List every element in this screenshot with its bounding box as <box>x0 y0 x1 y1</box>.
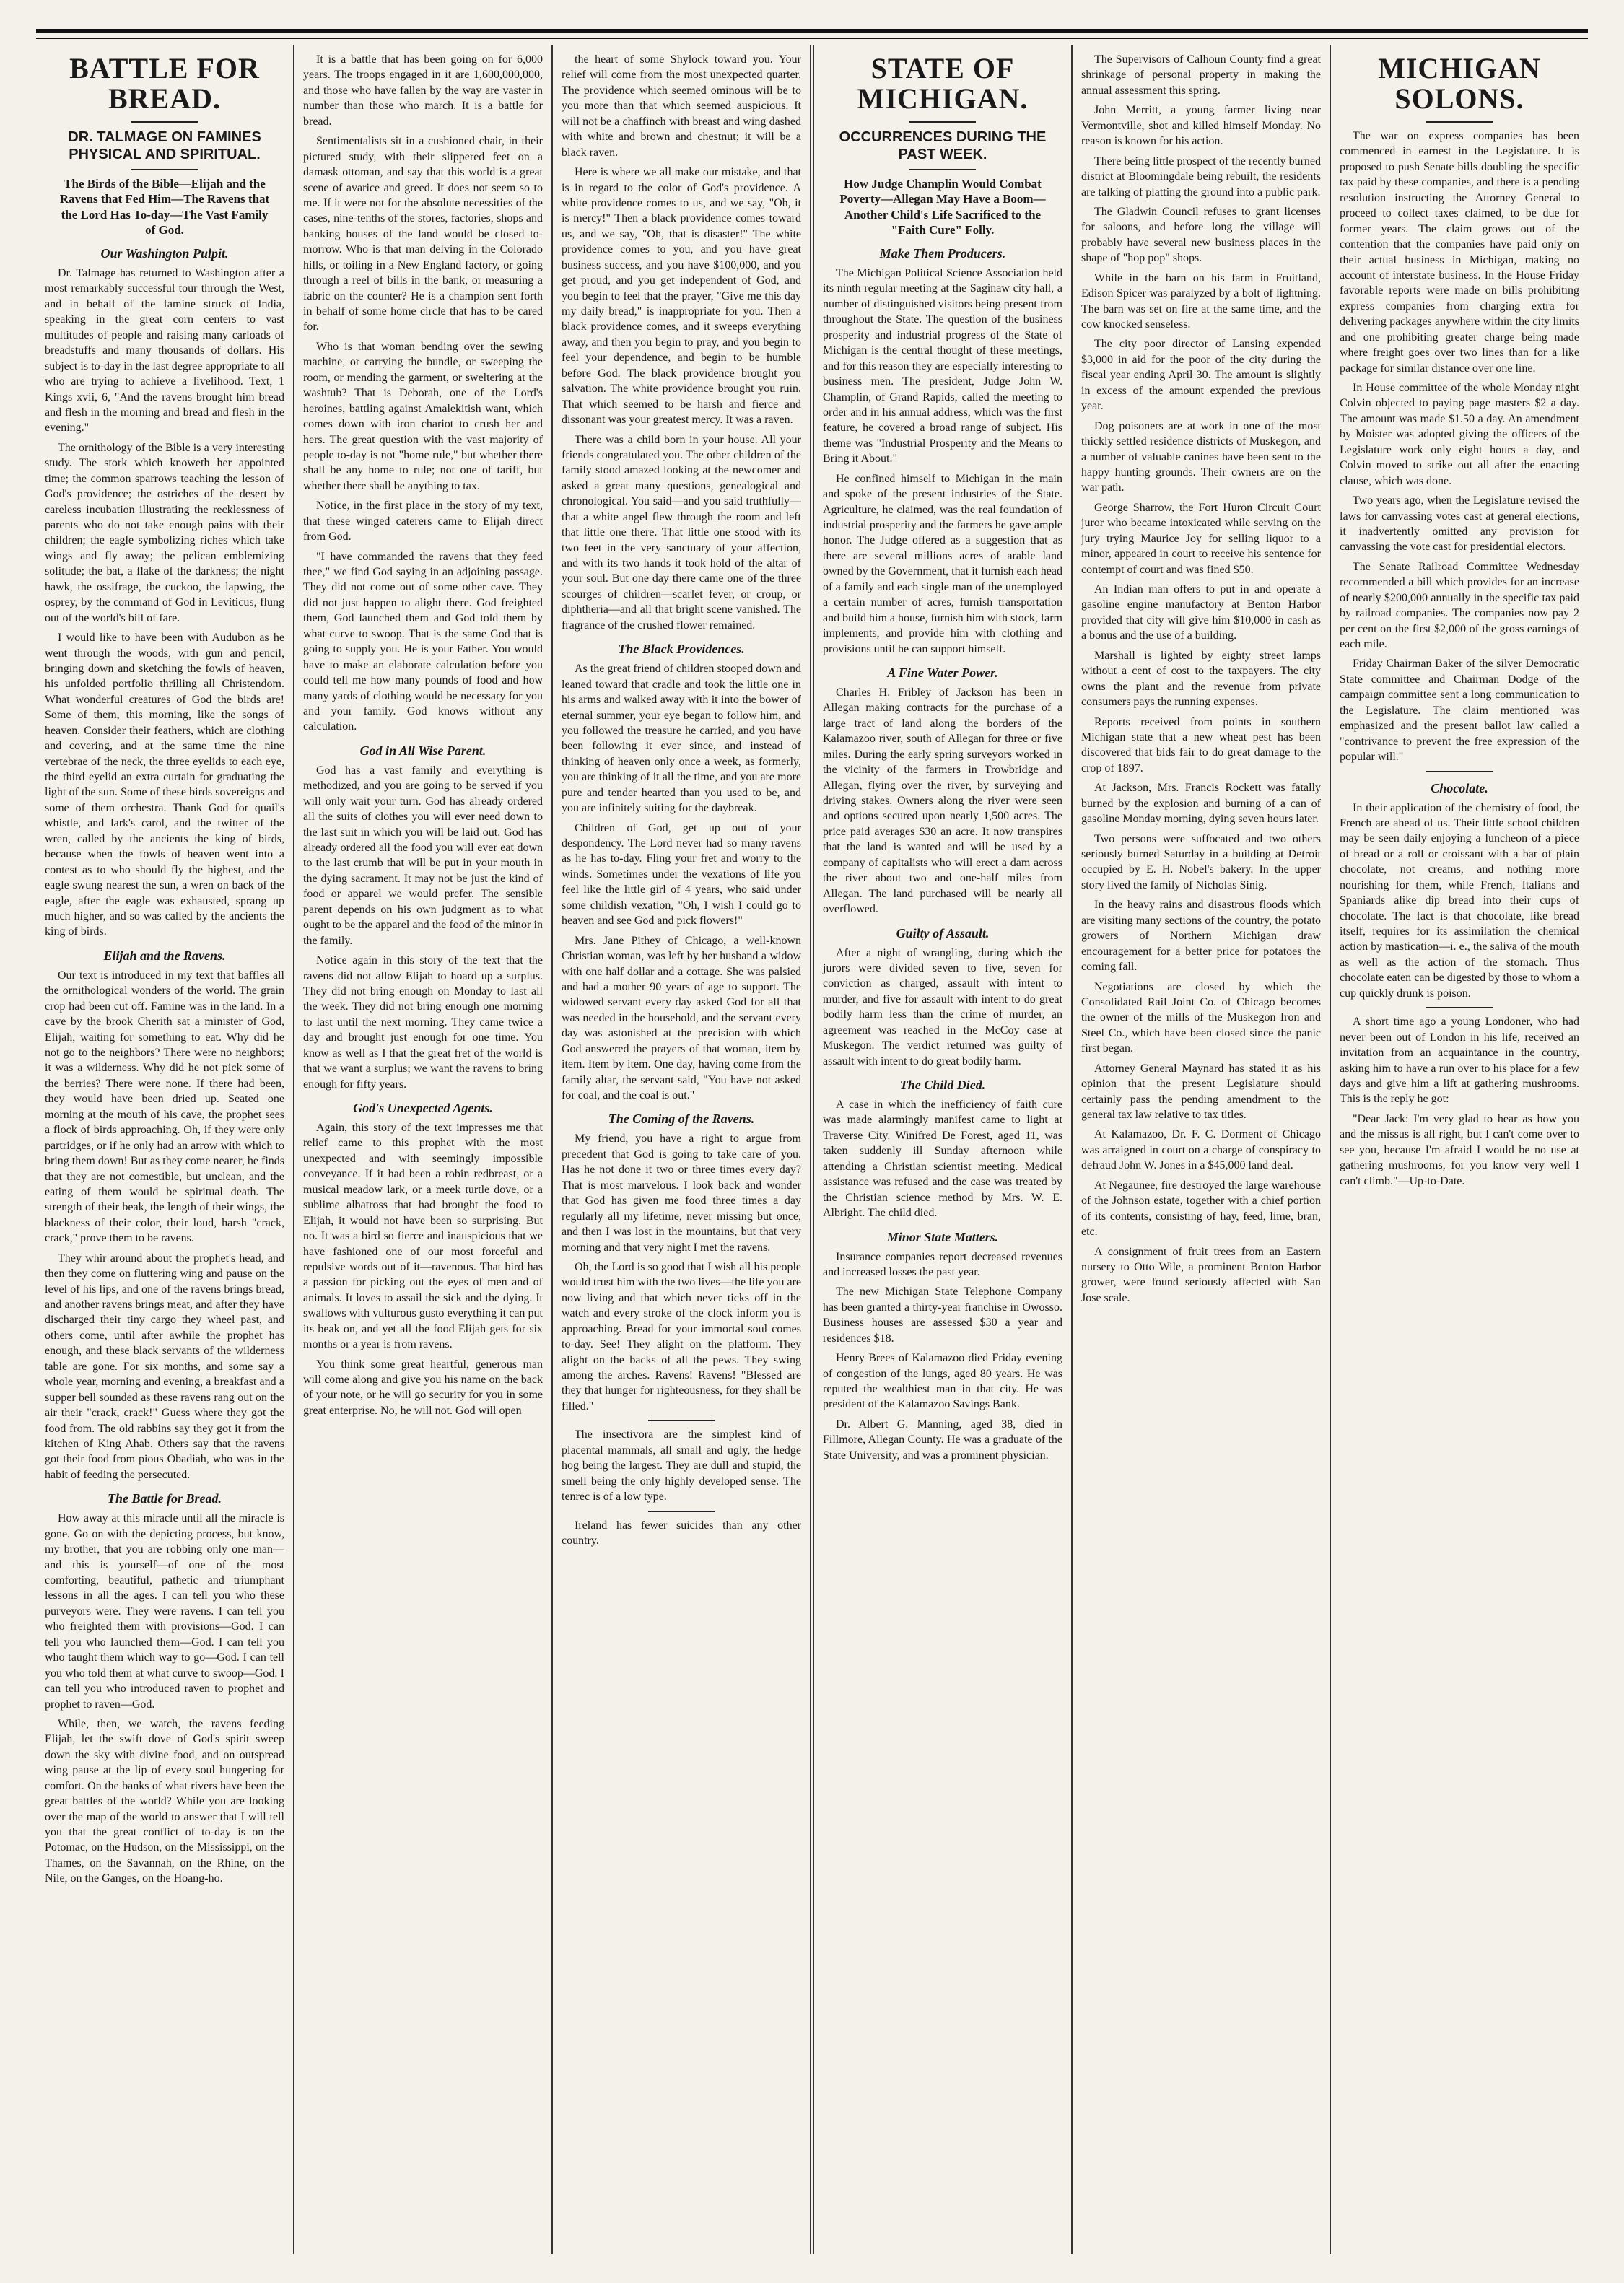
column-3 <box>553 45 814 2254</box>
divider <box>648 1420 715 1421</box>
column-1 <box>36 45 294 2254</box>
dek: DR. TALMAGE ON FAMINES PHYSICAL AND SPIRITUAL. <box>68 129 261 162</box>
divider <box>648 1511 715 1512</box>
paragraph: At Negaunee, fire destroyed the large warehouse of the Johnson estate, together with a chief portion of its contents, consisting of hay, feed, lime, bran, etc. <box>1081 1179 1321 1239</box>
paragraph: Notice again in this story of the text that the ravens did not allow Elijah to hoard up a surplus. They did not bring enough on Monday to last all the week. They did not bring enough one morning to last until the next morning. They came twice a day and brought just enough for one time. You know as well as I that the great fret of the world is that we want a surplus; we want the ravens to bring enough for fifty years. <box>303 954 543 1091</box>
paragraph: The Supervisors of Calhoun County find a great shrinkage of personal property in making the annual assessment this spring. <box>1081 53 1321 97</box>
subhead: Elijah and the Ravens. <box>103 948 226 963</box>
paragraph: Reports received from points in southern Michigan state that a new wheat pest has been discovered that bids fair to do great damage to the crop of 1897. <box>1081 715 1321 774</box>
subhead: Chocolate. <box>1431 780 1488 795</box>
subhead: The Black Providences. <box>618 642 745 657</box>
column-2 <box>294 45 553 2254</box>
paragraph: As the great friend of children stooped down and leaned toward that cradle and took the little one in his arms and walked away with it into the bower of eternal summer, your eye began to follow him, and you followed the treasure he carried, and you have been following it ever since, and instead of thinking of heaven only once a week, as formerly, you are thinking of it all the time, and you are more pure and tender hearted than you used to be, and you are infinitely suiting for the daybreak. <box>562 663 801 815</box>
paragraph: At Kalamazoo, Dr. F. C. Dorment of Chicago was arraigned in court on a charge of conspiracy to defraud John W. Jones in a $45,000 land deal. <box>1081 1128 1321 1172</box>
paragraph: My friend, you have a right to argue from precedent that God is going to take care of you. Has he not done it two or three times every day? That is most marvelous. I look back and wonder that God has given me food three times a day regularly all my lifetime, never missing but once, and then I was lost in the mountains, but that very morning and that very night I met the ravens. <box>562 1132 801 1254</box>
paragraph: The ornithology of the Bible is a very interesting study. The stork which knoweth her appointed time; the common sparrows teaching the lesson of God's providence; the ostriches of the desert by careless incubation illustrating the recklessness of parents who do not take enough pains with their children; the eagle symbolizing riches which take wings and fly away; the pelican emblemizing solitude; the bat, a flake of the darkness; the night hawk, the ossifrage, the cuckoo, the lapwing, the osprey, by the command of God in Leviticus, flung out of the world's bill of fare. <box>45 441 284 624</box>
paragraph: Ireland has fewer suicides than any other country. <box>562 1519 801 1547</box>
headline-battle-for-bread: BATTLE FOR BREAD. <box>69 52 260 115</box>
divider <box>1426 1007 1493 1008</box>
paragraph: I would like to have been with Audubon as he went through the woods, with gun and pencil, bringing down and sketching the fowls of heaven, his unfolded portfolio thrilling all Christendom. What wonderful creatures of God the birds are! Some of them, this morning, like the songs of heaven. Consider their feathers, which are clothing and covering, and at the same time the nine vertebrae of the neck, the three eyelids to each eye, the third eyelid an extra curtain for graduating the light of the sun. Some of these birds sovereigns and some of them orchestra. Thank God for quail's whistle, and lark's carol, and the twitter of the wren, called by the ancients the king of birds, because when the fowls of heaven went into a contest as to who should fly the highest, and the eagle swung nearest the sun, a wren on back of the eagle, after the eagle was exhausted, sprang up much higher, and so was called by the ancients the king of birds. <box>45 632 284 938</box>
paragraph: Two years ago, when the Legislature revised the laws for canvassing votes cast at general elections, it inadvertently omitted any provision for canvassing the vote cast for presidential electors. <box>1340 494 1579 554</box>
paragraph: Dog poisoners are at work in one of the most thickly settled residence districts of Muskegon, and a number of valuable canines have been sent to the happy hunting grounds. Their owners are on the war path. <box>1081 419 1321 494</box>
divider <box>909 169 976 170</box>
paragraph: Marshall is lighted by eighty street lamps without a cent of cost to the taxpayers. The city owns the plant and the revenue from private consumers pays the running expenses. <box>1081 649 1321 709</box>
divider <box>131 169 198 170</box>
paragraph: The Michigan Political Science Association held its ninth regular meeting at the Saginaw city hall, a number of distinguished visitors being present from throughout the State. The question of the business prosperity and industrial progress of the State of Michigan is the central thought of these meetings, and for this reason they are especially interesting to business men. The president, Judge John W. Champlin, of Grand Rapids, called the meeting to order and in his annual address, which was the first feature, he covered a broad range of subject. His theme was "Industrial Prosperity and the Means to Bring it About." <box>823 267 1062 466</box>
paragraph: Friday Chairman Baker of the silver Democratic State committee and Chairman Dodge of the campaign committee sent a long communication to the Legislature. The claim mentioned was emphasized and the present ballot law called a "contrivance to prevent the free expression of the popular will." <box>1340 658 1579 764</box>
divider <box>1426 121 1493 123</box>
subhead: The Battle for Bread. <box>108 1491 222 1506</box>
paragraph: Children of God, get up out of your despondency. The Lord never had so many ravens as he has to-day. Fling your fret and worry to the winds. Sometimes under the vexations of life you feel like the little girl of 4 years, who said under some childish vexation, "Oh, I wish I could go to heaven and see God and pick flowers!" <box>562 821 801 927</box>
subhead: God's Unexpected Agents. <box>353 1101 493 1115</box>
paragraph: Henry Brees of Kalamazoo died Friday evening of congestion of the lungs, aged 80 years. He was reputed the wealthiest man in that city. He was president of the Kalamazoo Savings Bank. <box>823 1352 1062 1411</box>
paragraph: He confined himself to Michigan in the main and spoke of the present industries of the State. Agriculture, he claimed, was the real foundation of industrial prosperity and the farmers he gave ample honor. The Judge offered as a suggestion that as there are several millions acres of arable land owned by the Government, that it furnish each head of a family and each single man of the unemployed a certain number of acres, furnish transportation and build him a house, furnish him with stock, farm implements, and provide him with clothing and provisions until he can support himself. <box>823 472 1062 655</box>
paragraph: Oh, the Lord is so good that I wish all his people would trust him with the two lives—the life you are now living and that which never ticks off in the watch and every stroke of the clock inform you is approaching. Bread for your immortal soul comes to-day. See! They alight on the platform. They alight on the backs of all the pews. They swing among the arches. Ravens! Ravens! "Blessed are they that hunger for righteousness, for they shall be filled." <box>562 1260 801 1413</box>
subhead: The Coming of the Ravens. <box>608 1112 755 1127</box>
paragraph: While, then, we watch, the ravens feeding Elijah, let the swift dove of God's spirit sweep down the sky with divine food, and on outspread wing pause at the lip of every soul hungering for comfort. On the banks of what rivers have been the great battles of the world? While you are looking over the map of the world to answer that I will tell you that the great conflict of to-day is on the Potomac, on the Hudson, on the Mississippi, on the Thames, on the Savannah, on the Rhine, on the Nile, on the Ganges, on the Hoang-ho. <box>45 1717 284 1885</box>
paragraph: the heart of some Shylock toward you. Your relief will come from the most unexpected quarter. The providence which seemed ominous will be to you more than that which seemed auspicious. It will not be a chaffinch with breast and wing dashed with white and brown and chestnut; it will be a black raven. <box>562 53 801 159</box>
paragraph: God has a vast family and everything is methodized, and you are going to be served if you will only wait your turn. God has already ordered all the suits of clothes you will ever need down to the last suit in which you will be laid out. God has already ordered all the food you will ever eat down to the last crumb that will be put in your mouth in the dying sacrament. It may not be just the kind of food or apparel we would prefer. The sensible parent depends on his own judgment as to what ought to be the apparel and the food of the minor in the family. <box>303 764 543 947</box>
paragraph: How away at this miracle until all the miracle is gone. Go on with the depicting process, but know, my brother, that you are robbing only one man—and this is yourself—of one of the most comforting, beautiful, pathetic and triumphant lessons in all the ages. I can tell you who these purveyors were. They were ravens. I can tell you who freighted them with provisions—God. I can tell you who launched them—God. I can tell you who taught them which way to go—God. I can tell you who told them at what curve to swoop—God. I can tell you who introduced raven to prophet and prophet to raven—God. <box>45 1512 284 1711</box>
paragraph: The new Michigan State Telephone Company has been granted a thirty-year franchise in Owosso. Business houses are assessed $30 a year and residences $18. <box>823 1285 1062 1345</box>
subhead: Make Them Producers. <box>879 246 1006 261</box>
paragraph: Two persons were suffocated and two others seriously burned Saturday in a building at Detroit occupied by E. H. Nobel's bakery. In the upper story lived the family of Nicholas Sinig. <box>1081 832 1321 891</box>
headline-michigan-solons: MICHIGAN SOLONS. <box>1378 52 1541 115</box>
paragraph: An Indian man offers to put in and operate a gasoline engine manufactory at Benton Harbor provided that city will give him $10,000 in cash as a bonus and the use of a building. <box>1081 583 1321 642</box>
paragraph: The war on express companies has been commenced in earnest in the Legislature. It is proposed to push Senate bills doubling the specific tax paid by these companies, and there is a pending resolution instructing the Attorney General to proceed to collect taxes claimed, to be due for former years. The claim grows out of the contention that the companies have paid only on their actual business in Michigan, making no account of interstate business. In the House Friday favorable reports were made on bills prohibiting express companies from charging extra for delivering packages anywhere within the city limits and one prohibiting greater charge being made where freight goes over two lines than for a like package for similar distance over one line. <box>1340 130 1579 375</box>
paragraph: They whir around about the prophet's head, and then they come on fluttering wing and pause on the level of his lips, and one of the ravens brings bread, and another ravens brings meat, and after they have discharged their tiny cargo they wheel past, and others come, until after awhile the prophet has enough, and these black servants of the wilderness table are gone. For six months, and some say a whole year, morning and evening, a breakfast and a supper bell sounded as these ravens rang out on the air their "crack, crack!" Guess where they got the food from. The old rabbins say they got it from the kitchen of King Ahab. Others say that the ravens got their food from pious Obadiah, who was in the habit of feeding the persecuted. <box>45 1252 284 1481</box>
paragraph: Attorney General Maynard has stated it as his opinion that the present Legislature should certainly pass the pending amendment to the general tax law relative to tax titles. <box>1081 1062 1321 1121</box>
paragraph: Insurance companies report decreased revenues and increased losses the past year. <box>823 1250 1062 1278</box>
paragraph: In their application of the chemistry of food, the French are ahead of us. Their little school children may be seen daily enjoying a luncheon of a piece of bread or a roll or croissant with a bar of plain chocolate, not creams, and nothing more nourishing for them, while French, Italians and Spaniards alike dip bread into their cups of chocolate. The fact is that chocolate, like bread itself, requires for its assimilation the chemical action by mastication—i. e., the saliva of the mouth as well as the action of the stomach. Thus chocolate eaten can be digested by those to whom a cup quickly drunk is poison. <box>1340 801 1579 1000</box>
paragraph: "Dear Jack: I'm very glad to hear as how you and the missus is all right, but I can't come over to see you, because I'm afraid I would be no use at gathering mushrooms, for you know very well I can't climb."—Up-to-Date. <box>1340 1112 1579 1187</box>
paragraph: The city poor director of Lansing expended $3,000 in aid for the poor of the city during the fiscal year ending April 30. The amount is slightly in excess of the amount expended the previous year. <box>1081 338 1321 413</box>
dek: OCCURRENCES DURING THE PAST WEEK. <box>839 129 1047 162</box>
paragraph: Our text is introduced in my text that baffles all the ornithological wonders of the world. The grain crop had been cut off. Famine was in the land. In a cave by the brook Cherith sat a minister of God, Elijah, waiting for something to eat. Why did he not go to the neighbors? There were no neighbors; it was a wilderness. Why did he not pick some of the berries? There were none. If there had been, they would have been dried up. Seated one morning at the mouth of his cave, the prophet sees a flock of birds approaching. Oh, if they were only partridges, or if he only had an arrow with which to bring them down! But as they come nearer, he finds that they are not comestible, but unclean, and the eating of them would be spiritual death. The strength of their beak, the length of their wings, the blackness of their color, their loud, harsh "crack, crack," prove them to be ravens. <box>45 969 284 1245</box>
paragraph: A short time ago a young Londoner, who had never been out of London in his life, received an invitation from an acquaintance in the country, asking him to have a run over to his place for a few days and give him a lift at gathering mushrooms. This is the reply he got: <box>1340 1016 1579 1106</box>
paragraph: John Merritt, a young farmer living near Vermontville, shot and killed himself Monday. No reason is known for his action. <box>1081 104 1321 148</box>
paragraph: There being little prospect of the recently burned district at Bloomingdale being rebuilt, the residents are talking of platting the ground into a public park. <box>1081 154 1321 198</box>
columns <box>36 45 1588 2254</box>
paragraph: There was a child born in your house. All your friends congratulated you. The other children of the family stood amazed looking at the newcomer and asked a great many questions, genealogical and chronological. You said—and you said truthfully—that a white angel flew through the room and left that little one there. That little one stood with its two feet in the very sanctuary of your affection, and with its two hands it took hold of the altar of your soul. But one day there came one of the three scourges of children—scarlet fever, or croup, or diphtheria—and all that bright scene vanished. The fragrance of the crushed flower remained. <box>562 433 801 632</box>
paragraph: Dr. Talmage has returned to Washington after a most remarkably successful tour through the West, and in behalf of the famine struck of India, speaking in the great corn centers to vast multitudes of people and raising many carloads of breadstuffs and many thousands of dollars. His subject is to-day in the last degree appropriate to all who are trying to achieve a livelihood. Text, 1 Kings xvii, 6, "And the ravens brought him bread and flesh in the morning and bread and flesh in the evening." <box>45 267 284 435</box>
divider <box>909 121 976 123</box>
paragraph: While in the barn on his farm in Fruitland, Edison Spicer was paralyzed by a bolt of lightning. The barn was set on fire at the same time, and the cow knocked senseless. <box>1081 271 1321 331</box>
divider <box>131 121 198 123</box>
paragraph: Again, this story of the text impresses me that relief came to this prophet with the most unexpected and with seemingly impossible conveyance. If it had been a robin redbreast, or a musical meadow lark, or a meek turtle dove, or a sublime albatross that had brought the food to Elijah, it would not have been so surprising. But no. It was a bird so fierce and inauspicious that we have fashioned one of our most forceful and repulsive words out of it—ravenous. That bird has a passion for picking out the eyes of men and of animals. It loves to assail the sick and the dying. It swallows with vulturous gusto everything it can put its beak on, and yet all the food Elijah gets for six months or a year is from ravens. <box>303 1122 543 1351</box>
paragraph: Notice, in the first place in the story of my text, that these winged caterers came to Elijah direct from God. <box>303 499 543 544</box>
paragraph: "I have commanded the ravens that they feed thee," we find God saying in an adjoining passage. They did not come out of some other cave. They did not just happen to alight there. God freighted them, God launched them and God told them by what curve to swoop. That is the same God that is going to supply you. He is your Father. You would have to make an elaborate calculation before you could tell me how many pounds of food and how many yards of clothing would be necessary for you and your family. God knows without any calculation. <box>303 550 543 733</box>
divider <box>1426 771 1493 772</box>
subhead: Guilty of Assault. <box>896 925 990 940</box>
summary: How Judge Champlin Would Combat Poverty—Allegan May Have a Boom—Another Child's Life Sacrificed to the "Faith Cure" Folly. <box>839 177 1046 237</box>
column-5 <box>1073 45 1331 2254</box>
paragraph: A consignment of fruit trees from an Eastern nursery to Otto Wile, a prominent Benton Harbor grower, were found seriously affected with San Jose scale. <box>1081 1245 1321 1304</box>
paragraph: You think some great heartful, generous man will come along and give you his name on the back of your note, or he will go security for you in some great enterprise. No, he will not. God will open <box>303 1358 543 1417</box>
paragraph: After a night of wrangling, during which the jurors were divided seven to five, seven for conviction as charged, assault with intent to murder, and five for assault with intent to do great bodily harm less than the crime of murder, an agreement was reached in the McCoy case at Muskegon. The verdict returned was guilty of assault with intent to do great bodily harm. <box>823 946 1062 1068</box>
column-4 <box>814 45 1073 2254</box>
paragraph: The Senate Railroad Committee Wednesday recommended a bill which provides for an increase of nearly $200,000 annually in the specific tax paid by railroad companies. The companies now pay 2 per cent on the first $2,000 of the gross earnings of each mile. <box>1340 560 1579 650</box>
paragraph: Who is that woman bending over the sewing machine, or carrying the bundle, or sweeping the room, or mending the garment, or sweltering at the washtub? That is Deborah, one of the Lord's heroines, battling against Amalekitish want, which comes down with iron chariot to crush her and hers. The great question with the vast majority of people to-day is not "home rule," but whether there shall be any home to rule; not one of tariff, but whether there shall be anything to tax. <box>303 340 543 492</box>
paragraph: The Gladwin Council refuses to grant licenses for saloons, and before long the village will probably have several new business places in the shape of "hop pop" shops. <box>1081 205 1321 265</box>
paragraph: It is a battle that has been going on for 6,000 years. The troops engaged in it are 1,600,000,000, and those who have fallen by the way are vaster in number than those who march. It is a battle for bread. <box>303 53 543 128</box>
subhead: Minor State Matters. <box>886 1229 999 1244</box>
paragraph: Dr. Albert G. Manning, aged 38, died in Fillmore, Allegan County. He was a graduate of the State University, and was a prominent physician. <box>823 1418 1062 1462</box>
headline-state-of-michigan: STATE OF MICHIGAN. <box>857 52 1029 115</box>
paragraph: George Sharrow, the Fort Huron Circuit Court juror who became intoxicated while serving on the jury trying Maurice Joy for selling liquor to a minor, appeared in court to receive his sentence for contempt of court and was fined $50. <box>1081 501 1321 576</box>
paragraph: In House committee of the whole Monday night Colvin objected to paying page masters $2 a day. The amount was made $1.50 a day. An amendment by Moister was adopted giving the officers of the Legislature work only eight hours a day, and Colvin moved to strike out all after the enacting clause, which was done. <box>1340 382 1579 487</box>
paragraph: Mrs. Jane Pithey of Chicago, a well-known Christian woman, was left by her husband a widow with one half dollar and a cottage. She was palsied and had a mother 90 years of age to support. The widowed servant every day asked God for all that was needed in the household, and the servant every day was astonished at the precision with which God answered the prayers of that woman, item by item. Item by item. One day, having come from the family altar, the servant said, "You have not asked for coal, and the coal is out." <box>562 934 801 1101</box>
paragraph: At Jackson, Mrs. Francis Rockett was fatally burned by the explosion and burning of a can of gasoline Monday morning, dying seven hours later. <box>1081 782 1321 826</box>
paragraph: The insectivora are the simplest kind of placental mammals, all small and ugly, the hedge hog being the largest. They are dull and stupid, the smell being the only highly developed sense. The tenrec is of a low type. <box>562 1428 801 1503</box>
paragraph: Sentimentalists sit in a cushioned chair, in their pictured study, with their slippered feet on a damask ottoman, and say that this world is a great scene of avarice and greed. It does not seem so to me. If it were not for the absolute necessities of the cases, nine-tenths of the stores, factories, shops and banking houses of the land would be closed to-morrow. Who is that man delving in the Colorado hills, or toiling in a New England factory, or going through a reel of bills in the bank, or measuring a fabric on the counter? He is a champion sent forth in behalf of some home circle that has to be cared for. <box>303 135 543 333</box>
paragraph: Charles H. Fribley of Jackson has been in Allegan making contracts for the purchase of a large tract of land along the borders of the Kalamazoo river, south of Allegan for three or five miles. During the early spring surveyors worked in the vicinity of the farmers in Trowbridge and Allegan, flying over the river, by surveying and driving stakes. Owners along the river were seen and options secured upon nearly 1,500 acres. The price paid averages $30 an acre. It now transpires that the land is wanted and will be used by a company of capitalists who will erect a dam across the river about two and one-half miles from Allegan. The land purchased will be nearly all overflowed. <box>823 686 1062 916</box>
masthead-rule <box>36 29 1588 33</box>
subhead: The Child Died. <box>899 1078 986 1092</box>
subhead: Our Washington Pulpit. <box>100 246 229 261</box>
summary: The Birds of the Bible—Elijah and the Ravens that Fed Him—The Ravens that the Lord Has To-day—The Vast Family of God. <box>59 177 270 237</box>
subhead: A Fine Water Power. <box>887 665 998 680</box>
paragraph: A case in which the inefficiency of faith cure was made alarmingly manifest came to light at Traverse City. Winifred De Forest, aged 11, was taken suddenly ill Sunday afternoon while attending a Christian scientist meeting. Medical assistance was refused and the case was treated by the Christian science method by Mrs. W. E. Albright. The child died. <box>823 1099 1062 1220</box>
masthead-rule-thin <box>36 38 1588 39</box>
paragraph: Negotiations are closed by which the Consolidated Rail Joint Co. of Chicago becomes the owner of the mills of the Muskegon Iron and Steel Co., which have been closed since the panic first began. <box>1081 980 1321 1055</box>
column-6 <box>1331 45 1588 2254</box>
paragraph: In the heavy rains and disastrous floods which are visiting many sections of the country, the potato growers of Northern Michigan draw encouragement for a better price for potatoes the coming fall. <box>1081 899 1321 974</box>
subhead: God in All Wise Parent. <box>359 743 486 758</box>
paragraph: Here is where we all make our mistake, and that is in regard to the color of God's providence. A white providence comes to us, and we say, "Oh, it is mercy!" Then a black providence comes toward us, and we say, "Oh, that is disaster!" The white providence comes to you, and you have great business success, and you have $100,000, and you get proud, and you get independent of God, and you begin to feel that the prayer, "Give me this day my daily bread," is inappropriate for you. Then a black providence comes, and it sweeps everything away, and then you begin to pray, and you begin to feel your dependence, and begin to be humble before God. The black providence brought you salvation. The white providence brought you ruin. That which seemed to be harsh and fierce and dissonant was your greatest mercy. It was a raven. <box>562 166 801 427</box>
